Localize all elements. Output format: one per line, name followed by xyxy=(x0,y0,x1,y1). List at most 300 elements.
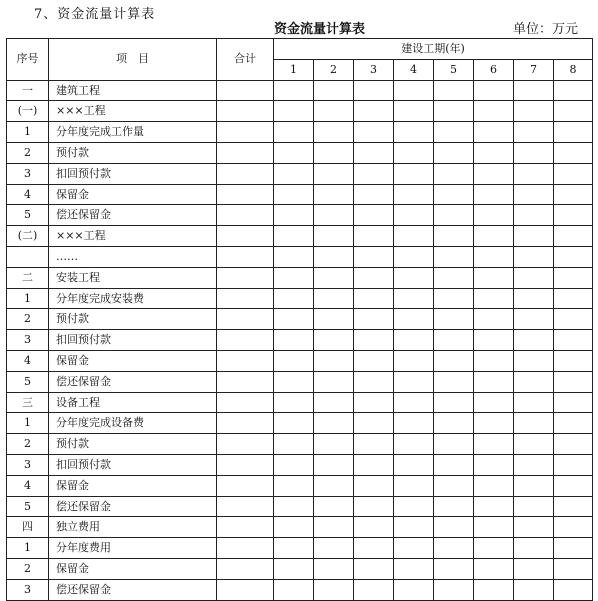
row-seq: 5 xyxy=(7,496,49,517)
row-item: 保留金 xyxy=(49,350,217,371)
row-year-cell xyxy=(434,579,474,600)
row-total-cell xyxy=(217,226,274,247)
row-year-cell xyxy=(274,330,314,351)
row-year-cell xyxy=(314,350,354,371)
row-year-cell xyxy=(274,434,314,455)
row-year-cell xyxy=(394,80,434,101)
row-year-cell xyxy=(434,558,474,579)
header-year: 2 xyxy=(314,59,354,80)
row-seq: 4 xyxy=(7,475,49,496)
row-seq: 二 xyxy=(7,267,49,288)
row-year-cell xyxy=(394,558,434,579)
row-year-cell xyxy=(274,288,314,309)
row-total-cell xyxy=(217,246,274,267)
row-year-cell xyxy=(554,558,593,579)
row-year-cell xyxy=(314,538,354,559)
row-item: 安装工程 xyxy=(49,267,217,288)
row-seq: (一) xyxy=(7,101,49,122)
row-total-cell xyxy=(217,558,274,579)
row-year-cell xyxy=(394,267,434,288)
row-year-cell xyxy=(394,434,434,455)
row-year-cell xyxy=(354,309,394,330)
row-total-cell xyxy=(217,454,274,475)
row-year-cell xyxy=(554,371,593,392)
row-year-cell xyxy=(354,226,394,247)
row-total-cell xyxy=(217,184,274,205)
row-year-cell xyxy=(554,517,593,538)
row-year-cell xyxy=(354,496,394,517)
row-year-cell xyxy=(314,434,354,455)
row-year-cell xyxy=(394,538,434,559)
row-total-cell xyxy=(217,496,274,517)
row-total-cell xyxy=(217,434,274,455)
row-year-cell xyxy=(514,517,554,538)
row-year-cell xyxy=(474,330,514,351)
table-row xyxy=(7,475,593,496)
row-year-cell xyxy=(354,475,394,496)
row-year-cell xyxy=(434,434,474,455)
row-item: 建筑工程 xyxy=(49,80,217,101)
row-year-cell xyxy=(554,205,593,226)
row-year-cell xyxy=(274,80,314,101)
row-year-cell xyxy=(474,350,514,371)
row-total-cell xyxy=(217,371,274,392)
row-year-cell xyxy=(434,413,474,434)
row-year-cell xyxy=(434,309,474,330)
row-item: 分年度完成设备费 xyxy=(49,413,217,434)
row-year-cell xyxy=(514,454,554,475)
row-year-cell xyxy=(474,122,514,143)
row-seq: 3 xyxy=(7,163,49,184)
row-year-cell xyxy=(314,371,354,392)
row-year-cell xyxy=(474,205,514,226)
row-seq: 2 xyxy=(7,558,49,579)
row-year-cell xyxy=(354,122,394,143)
header-year: 4 xyxy=(394,59,434,80)
table-row xyxy=(7,122,593,143)
row-year-cell xyxy=(274,122,314,143)
row-year-cell xyxy=(354,517,394,538)
row-year-cell xyxy=(474,558,514,579)
row-year-cell xyxy=(394,413,434,434)
row-year-cell xyxy=(394,205,434,226)
table-row xyxy=(7,288,593,309)
row-year-cell xyxy=(554,392,593,413)
row-total-cell xyxy=(217,538,274,559)
row-year-cell xyxy=(514,579,554,600)
row-year-cell xyxy=(394,579,434,600)
row-item: …… xyxy=(49,246,217,267)
row-item: 保留金 xyxy=(49,184,217,205)
table-row xyxy=(7,496,593,517)
row-year-cell xyxy=(274,205,314,226)
row-seq: 2 xyxy=(7,309,49,330)
table-row xyxy=(7,205,593,226)
unit-value: 万元 xyxy=(551,22,578,37)
row-year-cell xyxy=(354,413,394,434)
row-year-cell xyxy=(394,246,434,267)
header-seq: 序号 xyxy=(7,39,49,81)
row-year-cell xyxy=(474,496,514,517)
row-total-cell xyxy=(217,392,274,413)
row-year-cell xyxy=(394,350,434,371)
header-year: 5 xyxy=(434,59,474,80)
row-year-cell xyxy=(314,184,354,205)
row-year-cell xyxy=(474,538,514,559)
row-year-cell xyxy=(314,226,354,247)
row-year-cell xyxy=(514,309,554,330)
row-year-cell xyxy=(474,226,514,247)
row-year-cell xyxy=(314,122,354,143)
row-year-cell xyxy=(354,434,394,455)
row-year-cell xyxy=(394,184,434,205)
row-total-cell xyxy=(217,101,274,122)
row-total-cell xyxy=(217,163,274,184)
row-year-cell xyxy=(554,184,593,205)
table-row xyxy=(7,142,593,163)
row-year-cell xyxy=(394,122,434,143)
row-year-cell xyxy=(314,288,354,309)
table-row xyxy=(7,517,593,538)
header-year: 3 xyxy=(354,59,394,80)
row-total-cell xyxy=(217,288,274,309)
row-year-cell xyxy=(314,267,354,288)
row-year-cell xyxy=(554,475,593,496)
row-year-cell xyxy=(514,496,554,517)
row-total-cell xyxy=(217,309,274,330)
header-row-top xyxy=(7,39,593,60)
row-seq: 1 xyxy=(7,538,49,559)
row-year-cell xyxy=(274,371,314,392)
row-year-cell xyxy=(514,80,554,101)
row-year-cell xyxy=(274,267,314,288)
row-year-cell xyxy=(514,226,554,247)
row-year-cell xyxy=(274,226,314,247)
table-row xyxy=(7,454,593,475)
row-year-cell xyxy=(274,475,314,496)
row-year-cell xyxy=(554,122,593,143)
row-item: 分年度完成工作量 xyxy=(49,122,217,143)
row-year-cell xyxy=(394,454,434,475)
row-year-cell xyxy=(474,246,514,267)
row-item: 偿还保留金 xyxy=(49,205,217,226)
row-total-cell xyxy=(217,517,274,538)
table-row xyxy=(7,558,593,579)
table-row xyxy=(7,309,593,330)
header-year: 6 xyxy=(474,59,514,80)
row-year-cell xyxy=(554,101,593,122)
row-year-cell xyxy=(434,163,474,184)
row-year-cell xyxy=(274,142,314,163)
table-row xyxy=(7,226,593,247)
row-total-cell xyxy=(217,330,274,351)
row-year-cell xyxy=(554,413,593,434)
row-year-cell xyxy=(514,122,554,143)
table-body xyxy=(7,80,593,600)
row-year-cell xyxy=(274,101,314,122)
row-year-cell xyxy=(434,350,474,371)
row-year-cell xyxy=(314,392,354,413)
row-year-cell xyxy=(554,579,593,600)
row-year-cell xyxy=(354,579,394,600)
row-year-cell xyxy=(474,163,514,184)
row-year-cell xyxy=(354,371,394,392)
row-year-cell xyxy=(554,142,593,163)
row-seq: 5 xyxy=(7,205,49,226)
row-year-cell xyxy=(514,413,554,434)
row-total-cell xyxy=(217,579,274,600)
row-year-cell xyxy=(514,538,554,559)
row-year-cell xyxy=(394,392,434,413)
row-year-cell xyxy=(554,454,593,475)
row-year-cell xyxy=(274,579,314,600)
row-year-cell xyxy=(554,288,593,309)
row-year-cell xyxy=(434,517,474,538)
row-year-cell xyxy=(274,517,314,538)
row-year-cell xyxy=(314,80,354,101)
row-total-cell xyxy=(217,413,274,434)
row-seq: 1 xyxy=(7,413,49,434)
row-year-cell xyxy=(314,246,354,267)
row-year-cell xyxy=(274,392,314,413)
table-row xyxy=(7,101,593,122)
row-year-cell xyxy=(274,496,314,517)
row-year-cell xyxy=(354,558,394,579)
header-year: 7 xyxy=(514,59,554,80)
row-year-cell xyxy=(434,392,474,413)
row-year-cell xyxy=(514,330,554,351)
row-year-cell xyxy=(474,309,514,330)
row-seq: (二) xyxy=(7,226,49,247)
row-seq: 四 xyxy=(7,517,49,538)
row-item: 分年度费用 xyxy=(49,538,217,559)
row-year-cell xyxy=(474,579,514,600)
row-item: 分年度完成安装费 xyxy=(49,288,217,309)
row-year-cell xyxy=(474,267,514,288)
row-year-cell xyxy=(394,475,434,496)
row-year-cell xyxy=(514,392,554,413)
row-year-cell xyxy=(354,142,394,163)
row-year-cell xyxy=(434,267,474,288)
row-year-cell xyxy=(554,246,593,267)
row-year-cell xyxy=(354,205,394,226)
row-year-cell xyxy=(314,454,354,475)
row-year-cell xyxy=(354,101,394,122)
row-year-cell xyxy=(274,246,314,267)
row-year-cell xyxy=(274,413,314,434)
row-year-cell xyxy=(434,205,474,226)
row-year-cell xyxy=(434,226,474,247)
row-year-cell xyxy=(314,517,354,538)
header-year: 8 xyxy=(554,59,593,80)
row-year-cell xyxy=(314,579,354,600)
table-row xyxy=(7,434,593,455)
row-year-cell xyxy=(434,288,474,309)
table-row xyxy=(7,392,593,413)
row-year-cell xyxy=(434,496,474,517)
row-year-cell xyxy=(354,350,394,371)
row-year-cell xyxy=(314,101,354,122)
table-row xyxy=(7,246,593,267)
row-year-cell xyxy=(354,246,394,267)
row-year-cell xyxy=(314,205,354,226)
row-year-cell xyxy=(394,226,434,247)
row-seq: 3 xyxy=(7,330,49,351)
row-item: ×××工程 xyxy=(49,226,217,247)
row-year-cell xyxy=(554,538,593,559)
row-year-cell xyxy=(354,267,394,288)
row-year-cell xyxy=(474,184,514,205)
row-year-cell xyxy=(514,350,554,371)
row-total-cell xyxy=(217,205,274,226)
table-row xyxy=(7,80,593,101)
document-heading: 7、资金流量计算表 xyxy=(34,7,156,22)
row-year-cell xyxy=(314,142,354,163)
row-year-cell xyxy=(554,496,593,517)
row-year-cell xyxy=(434,80,474,101)
row-item: 扣回预付款 xyxy=(49,454,217,475)
table-row xyxy=(7,413,593,434)
row-year-cell xyxy=(474,80,514,101)
table-row xyxy=(7,184,593,205)
row-year-cell xyxy=(434,371,474,392)
row-year-cell xyxy=(434,538,474,559)
row-total-cell xyxy=(217,80,274,101)
row-year-cell xyxy=(554,163,593,184)
row-year-cell xyxy=(314,330,354,351)
row-year-cell xyxy=(314,413,354,434)
row-item: 保留金 xyxy=(49,558,217,579)
row-year-cell xyxy=(434,142,474,163)
row-year-cell xyxy=(274,558,314,579)
table-row xyxy=(7,371,593,392)
row-year-cell xyxy=(274,309,314,330)
row-year-cell xyxy=(314,475,354,496)
row-year-cell xyxy=(514,101,554,122)
row-seq: 1 xyxy=(7,288,49,309)
row-seq: 2 xyxy=(7,142,49,163)
header-total: 合计 xyxy=(217,39,274,81)
row-seq xyxy=(7,246,49,267)
row-item: 预付款 xyxy=(49,142,217,163)
row-seq: 1 xyxy=(7,122,49,143)
header-construction-period: 建设工期(年) xyxy=(274,39,593,60)
row-year-cell xyxy=(354,454,394,475)
row-item: 扣回预付款 xyxy=(49,330,217,351)
row-year-cell xyxy=(274,350,314,371)
row-year-cell xyxy=(394,163,434,184)
row-item: 偿还保留金 xyxy=(49,496,217,517)
table-row xyxy=(7,330,593,351)
row-year-cell xyxy=(274,454,314,475)
row-year-cell xyxy=(474,288,514,309)
row-year-cell xyxy=(554,267,593,288)
table-row xyxy=(7,163,593,184)
table-row xyxy=(7,579,593,600)
row-year-cell xyxy=(434,184,474,205)
row-year-cell xyxy=(354,184,394,205)
row-year-cell xyxy=(554,309,593,330)
row-year-cell xyxy=(514,184,554,205)
row-year-cell xyxy=(314,163,354,184)
row-year-cell xyxy=(314,309,354,330)
row-year-cell xyxy=(394,288,434,309)
row-total-cell xyxy=(217,350,274,371)
row-year-cell xyxy=(554,330,593,351)
row-year-cell xyxy=(354,163,394,184)
row-year-cell xyxy=(354,538,394,559)
row-year-cell xyxy=(434,330,474,351)
row-item: 偿还保留金 xyxy=(49,371,217,392)
unit-label: 单位： xyxy=(512,22,552,37)
row-item: 预付款 xyxy=(49,434,217,455)
row-item: 预付款 xyxy=(49,309,217,330)
table-header xyxy=(7,39,593,81)
row-year-cell xyxy=(434,454,474,475)
row-year-cell xyxy=(394,101,434,122)
row-year-cell xyxy=(394,371,434,392)
fund-flow-table xyxy=(6,38,593,601)
table-title: 资金流量计算表 xyxy=(274,22,366,37)
row-year-cell xyxy=(474,142,514,163)
row-seq: 4 xyxy=(7,350,49,371)
header-year: 1 xyxy=(274,59,314,80)
row-year-cell xyxy=(474,454,514,475)
row-total-cell xyxy=(217,267,274,288)
row-year-cell xyxy=(274,538,314,559)
row-item: 独立费用 xyxy=(49,517,217,538)
header-item: 项 目 xyxy=(49,39,217,81)
row-item: 保留金 xyxy=(49,475,217,496)
row-year-cell xyxy=(474,434,514,455)
row-year-cell xyxy=(554,80,593,101)
row-total-cell xyxy=(217,475,274,496)
row-year-cell xyxy=(394,309,434,330)
row-year-cell xyxy=(514,205,554,226)
row-seq: 一 xyxy=(7,80,49,101)
row-year-cell xyxy=(514,288,554,309)
row-seq: 3 xyxy=(7,579,49,600)
row-seq: 2 xyxy=(7,434,49,455)
row-item: 扣回预付款 xyxy=(49,163,217,184)
row-seq: 三 xyxy=(7,392,49,413)
row-year-cell xyxy=(554,226,593,247)
row-year-cell xyxy=(554,350,593,371)
row-year-cell xyxy=(514,558,554,579)
row-year-cell xyxy=(354,330,394,351)
row-item: ×××工程 xyxy=(49,101,217,122)
row-year-cell xyxy=(434,246,474,267)
row-total-cell xyxy=(217,122,274,143)
row-year-cell xyxy=(274,184,314,205)
row-year-cell xyxy=(394,142,434,163)
row-total-cell xyxy=(217,142,274,163)
row-seq: 4 xyxy=(7,184,49,205)
row-year-cell xyxy=(514,246,554,267)
table-row xyxy=(7,350,593,371)
row-year-cell xyxy=(394,496,434,517)
table-row xyxy=(7,538,593,559)
row-year-cell xyxy=(474,475,514,496)
row-item: 设备工程 xyxy=(49,392,217,413)
row-year-cell xyxy=(354,392,394,413)
row-year-cell xyxy=(514,371,554,392)
row-year-cell xyxy=(474,413,514,434)
row-year-cell xyxy=(514,267,554,288)
row-year-cell xyxy=(434,101,474,122)
row-seq: 3 xyxy=(7,454,49,475)
table-row xyxy=(7,267,593,288)
